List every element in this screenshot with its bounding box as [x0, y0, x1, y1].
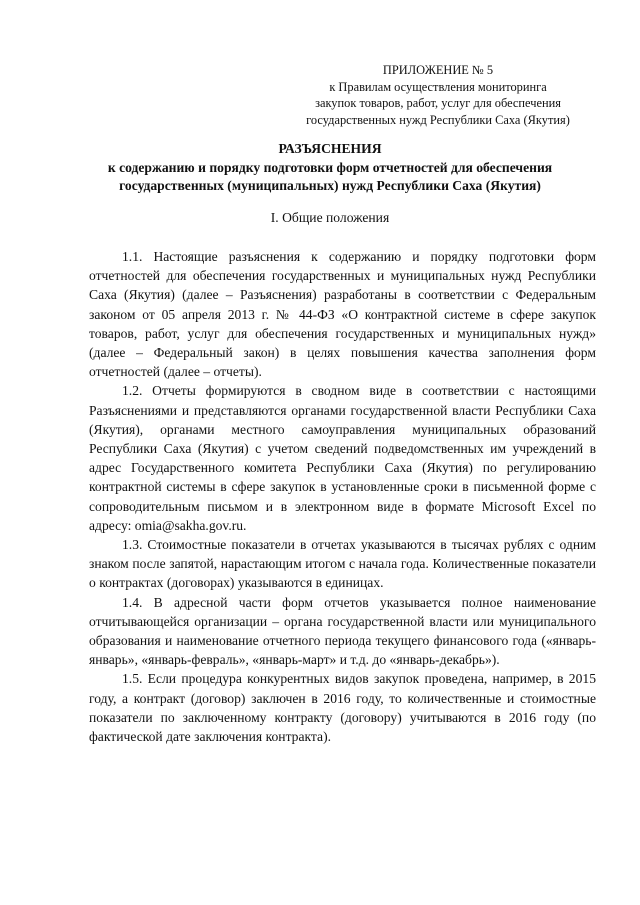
document-body	[89, 247, 596, 746]
title-subtitle-line: к содержанию и порядку подготовки форм отчетностей для обеспечения	[107, 159, 553, 175]
paragraph-1-5: 1.5. Если процедура конкурентных видов закупок проведена, например, в 2015 году, а контракт (договор) заключен в 2016 году, то количественные и стоимостные показатели по заключенному контракту (договору) учитываются в 2016 году (по фактической дате заключения контракта).	[89, 671, 596, 745]
title-subtitle-line: государственных (муниципальных) нужд Республики Саха (Якутия)	[119, 178, 541, 194]
paragraph-1-1: 1.1. Настоящие разъяснения к содержанию и порядку подготовки форм отчетностей для обеспечения государственных и муниципальных нужд Республики Саха (Якутия) (далее – Разъяснения) разработаны в соответствии с Федеральным законом от 05 апреля 2013 г. № 44-ФЗ «О контрактной системе в сфере закупок товаров, работ, услуг для обеспечения государственных и муниципальных нужд» (далее – Федеральный закон) в целях повышения качества заполнения форм отчетностей (далее – отчеты).	[89, 249, 596, 380]
appendix-reference-line: государственных нужд Республики Саха (Якутия)	[306, 112, 570, 127]
document-title	[60, 140, 600, 196]
appendix-reference-line: к Правилам осуществления мониторинга	[329, 79, 547, 94]
appendix-number: ПРИЛОЖЕНИЕ № 5	[382, 63, 494, 77]
title-main: РАЗЪЯСНЕНИЯ	[278, 141, 382, 156]
paragraph-1-3: 1.3. Стоимостные показатели в отчетах указываются в тысячах рублях с одним знаком после запятой, нарастающим итогом с начала года. Количественные показатели о контрактах (договорах) указываются в единицах.	[89, 537, 596, 591]
appendix-reference-line: закупок товаров, работ, услуг для обеспечения	[315, 96, 561, 110]
section-heading: I. Общие положения	[270, 210, 390, 225]
paragraph-1-4: 1.4. В адресной части форм отчетов указывается полное наименование отчитывающейся организации – органа государственной власти или муниципального образования и наименование отчетного периода текущего финансового года («январь-январь», «январь-февраль», «январь-март» и т.д. до «январь-декабрь»).	[89, 594, 596, 668]
paragraph-1-2: 1.2. Отчеты формируются в сводном виде в соответствии с настоящими Разъяснениями и представляются органами государственной власти Республики Саха (Якутия), органами местного самоуправления муниципальных образований Республики Саха (Якутия) с учетом сведений подведомственных им учреждений в адрес Государственного комитета Республики Саха (Якутия) по регулированию контрактной системы в сфере закупок в установленные сроки в письменной форме с сопроводительным письмом и в электронном виде в формате Microsoft Excel по адресу: omia@sakha.gov.ru.	[89, 383, 596, 533]
appendix-header	[300, 62, 576, 128]
